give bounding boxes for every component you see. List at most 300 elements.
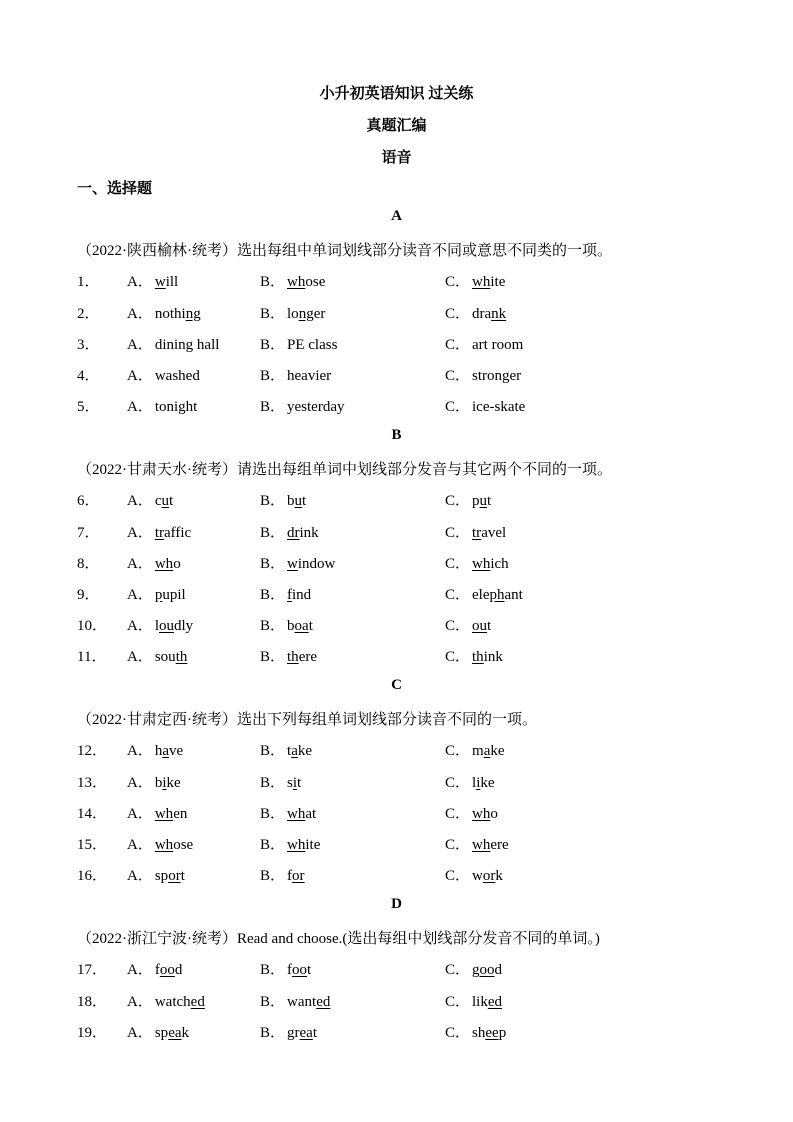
word-part: l — [154, 618, 160, 635]
question-number: 14． — [77, 805, 108, 822]
option-label: A． — [127, 274, 153, 291]
option-word — [287, 368, 331, 384]
word-part: sou — [154, 649, 176, 666]
option-word — [155, 775, 181, 791]
option-label: A． — [127, 868, 153, 885]
option-word — [287, 525, 319, 541]
option-word — [155, 587, 186, 603]
option-label: B． — [260, 837, 286, 853]
option-label: B． — [260, 368, 286, 384]
option-a[interactable] — [127, 1021, 189, 1042]
option-word — [472, 368, 521, 384]
word-part: art room — [472, 336, 524, 353]
option-c[interactable] — [445, 802, 498, 823]
question-row — [77, 833, 717, 855]
underlined-part: ou — [472, 618, 488, 635]
word-part: k — [181, 1024, 190, 1041]
question-number: 8． — [77, 555, 100, 572]
underlined-part: p — [154, 587, 163, 603]
underlined-part: a — [162, 743, 170, 760]
option-b[interactable] — [260, 521, 319, 542]
section-letter: A — [391, 208, 402, 224]
option-word — [287, 649, 317, 665]
option-a[interactable] — [127, 958, 182, 979]
option-a[interactable] — [127, 302, 201, 323]
option-label: A． — [127, 399, 153, 416]
option-label: B． — [260, 399, 286, 416]
option-label: A． — [127, 649, 153, 666]
word-part: watch — [154, 993, 191, 1010]
option-word — [287, 775, 301, 791]
option-word — [472, 837, 509, 853]
word-part: w — [472, 868, 483, 885]
underlined-part: nk — [491, 305, 507, 322]
option-a[interactable] — [127, 583, 186, 604]
option-label: A． — [127, 962, 153, 979]
option-word — [155, 618, 193, 634]
word-part: f — [154, 962, 160, 979]
option-a[interactable] — [127, 489, 173, 510]
underlined-part: wh — [472, 274, 491, 291]
question-number: 16． — [77, 868, 108, 885]
underlined-part: a — [291, 743, 298, 760]
option-label: A． — [127, 993, 153, 1010]
word-part: dly — [174, 618, 194, 635]
option-b[interactable] — [260, 302, 325, 323]
topic-heading: 语音 — [381, 150, 412, 166]
question-number: 9． — [77, 587, 100, 603]
option-label: A． — [127, 493, 153, 510]
option-label: A． — [127, 587, 153, 603]
word-part: ve — [169, 743, 184, 760]
option-word — [287, 493, 306, 509]
option-b[interactable] — [260, 833, 320, 854]
question-number: 1． — [77, 274, 100, 291]
word-part: ke — [166, 774, 181, 791]
option-label: B． — [260, 524, 286, 541]
option-b[interactable] — [260, 364, 331, 385]
underlined-part: or — [482, 868, 496, 885]
option-label: B． — [260, 1024, 286, 1041]
question-number: 10． — [77, 618, 108, 635]
option-b[interactable] — [260, 395, 345, 416]
word-part: sh — [472, 1024, 486, 1041]
option-c[interactable] — [445, 990, 502, 1011]
underlined-part: tr — [472, 524, 482, 541]
option-label: B． — [260, 993, 286, 1010]
underlined-part: i — [476, 774, 481, 791]
option-word — [155, 525, 191, 541]
question-row — [77, 739, 717, 761]
word-part: m — [472, 743, 484, 760]
option-b[interactable] — [260, 739, 312, 760]
option-word — [155, 868, 185, 884]
option-word — [472, 306, 506, 322]
option-word — [287, 587, 311, 603]
underlined-part: ed — [487, 993, 503, 1010]
question-row — [77, 552, 717, 574]
word-part: en — [173, 805, 188, 822]
option-word — [155, 274, 178, 290]
option-word — [287, 743, 312, 759]
option-b[interactable] — [260, 958, 311, 979]
option-c[interactable] — [445, 771, 495, 792]
question-number: 7． — [77, 524, 100, 541]
option-label: B． — [260, 336, 286, 353]
underlined-part: ee — [485, 1024, 499, 1041]
word-part: ele — [472, 587, 490, 603]
option-word — [155, 806, 188, 822]
option-word — [155, 556, 181, 572]
option-a[interactable] — [127, 802, 187, 823]
question-row — [77, 270, 717, 292]
option-label: B． — [260, 743, 286, 760]
section-instruction: （2022·陕西榆林·统考）选出每组中单词划线部分读音不同或意思不同类的一项。 — [77, 243, 612, 260]
underlined-part: or — [168, 868, 181, 885]
option-word — [155, 743, 183, 759]
option-word — [472, 743, 505, 759]
option-label: C． — [445, 649, 471, 666]
section-letter: C — [391, 677, 402, 693]
option-c[interactable] — [445, 1021, 506, 1042]
option-c[interactable] — [445, 958, 502, 979]
option-label: C． — [445, 305, 471, 322]
word-part: t — [312, 1024, 318, 1041]
question-number: 15． — [77, 837, 108, 853]
option-label: C． — [445, 399, 471, 416]
question-number: 6． — [77, 493, 100, 510]
option-word — [287, 274, 325, 290]
underlined-part: ph — [489, 587, 505, 603]
underlined-part: ng — [185, 305, 201, 322]
option-b[interactable] — [260, 645, 317, 666]
word-part: d — [494, 962, 503, 979]
word-part: f — [287, 868, 293, 885]
option-a[interactable] — [127, 552, 181, 573]
option-a[interactable] — [127, 833, 193, 854]
option-label: B． — [260, 493, 286, 510]
option-b[interactable] — [260, 614, 313, 635]
section-instruction: （2022·浙江宁波·统考）Read and choose.(选出每组中划线部分发音不同的单词。) — [77, 931, 600, 948]
underlined-part: ea — [168, 1024, 182, 1041]
question-number: 13． — [77, 774, 108, 791]
option-label: B． — [260, 618, 286, 635]
word-part: heavier — [287, 368, 332, 384]
word-part: lik — [472, 993, 488, 1010]
option-word — [155, 306, 201, 322]
option-c[interactable] — [445, 364, 521, 385]
option-label: C． — [445, 336, 471, 353]
option-a[interactable] — [127, 739, 183, 760]
option-label: C． — [445, 555, 471, 572]
question-row — [77, 489, 717, 511]
word-part: ill — [165, 274, 179, 291]
word-part: sp — [154, 868, 169, 885]
page-subtitle: 真题汇编 — [366, 118, 427, 134]
word-part: PE class — [287, 336, 338, 353]
option-c[interactable] — [445, 645, 503, 666]
word-part: ke — [480, 774, 495, 791]
option-label: A． — [127, 805, 153, 822]
option-label: B． — [260, 649, 286, 666]
word-part: t — [297, 774, 302, 791]
option-word — [472, 806, 498, 822]
underlined-part: th — [472, 649, 484, 666]
option-c[interactable] — [445, 521, 506, 542]
option-b[interactable] — [260, 333, 337, 354]
underlined-part: wh — [472, 555, 491, 572]
underlined-part: u — [479, 493, 488, 510]
option-word — [472, 962, 502, 978]
option-b[interactable] — [260, 802, 316, 823]
option-word — [287, 994, 330, 1010]
underlined-part: ou — [159, 618, 175, 635]
option-word — [155, 493, 173, 509]
word-part: yesterday — [287, 399, 345, 416]
option-c[interactable] — [445, 739, 505, 760]
word-part: stronger — [472, 368, 522, 384]
option-word — [155, 1025, 189, 1041]
option-c[interactable] — [445, 864, 503, 885]
option-label: A． — [127, 336, 153, 353]
option-label: C． — [445, 618, 471, 635]
option-label: B． — [260, 587, 286, 603]
underlined-part: wh — [472, 837, 491, 853]
option-label: C． — [445, 774, 471, 791]
option-label: A． — [127, 1024, 153, 1041]
word-part: ich — [490, 555, 509, 572]
underlined-part: wh — [154, 805, 174, 822]
option-a[interactable] — [127, 270, 178, 291]
underlined-part: oa — [294, 618, 309, 635]
option-label: C． — [445, 368, 471, 384]
option-word — [472, 775, 495, 791]
underlined-part: oo — [479, 962, 495, 979]
option-b[interactable] — [260, 990, 330, 1011]
option-label: A． — [127, 743, 153, 760]
word-part: ink — [299, 524, 319, 541]
option-word — [472, 587, 523, 603]
underlined-part: ed — [316, 993, 331, 1010]
underlined-part: or — [292, 868, 305, 885]
option-word — [287, 399, 344, 415]
word-part: ite — [490, 274, 506, 291]
underlined-part: wh — [472, 805, 491, 822]
question-row — [77, 302, 717, 324]
option-word — [287, 868, 305, 884]
section-letter: D — [391, 896, 402, 912]
word-part: t — [487, 493, 492, 510]
option-label: B． — [260, 868, 286, 885]
option-word — [287, 556, 335, 572]
option-label: B． — [260, 274, 286, 291]
underlined-part: ea — [299, 1024, 313, 1041]
question-number: 12． — [77, 743, 108, 760]
option-b[interactable] — [260, 270, 325, 291]
question-row — [77, 614, 717, 636]
option-word — [472, 1025, 506, 1041]
option-label: C． — [445, 493, 471, 510]
word-part: s — [287, 774, 293, 791]
option-label: C． — [445, 743, 471, 760]
question-row — [77, 1021, 717, 1043]
option-label: C． — [445, 837, 471, 853]
underlined-part: u — [294, 493, 303, 510]
option-c[interactable] — [445, 614, 491, 635]
option-b[interactable] — [260, 583, 311, 604]
word-part: ose — [173, 837, 194, 853]
option-word — [287, 1025, 317, 1041]
option-c[interactable] — [445, 489, 491, 510]
word-part: avel — [481, 524, 507, 541]
question-row — [77, 802, 717, 824]
question-row — [77, 771, 717, 793]
word-part: ind — [292, 587, 312, 603]
word-part: t — [302, 493, 307, 510]
option-word — [155, 962, 183, 978]
word-part: ke — [490, 743, 505, 760]
question-number: 17． — [77, 962, 108, 979]
option-word — [287, 962, 311, 978]
word-part: ink — [483, 649, 503, 666]
option-word — [472, 274, 505, 290]
question-row — [77, 395, 717, 417]
question-row — [77, 521, 717, 543]
option-a[interactable] — [127, 395, 197, 416]
question-number: 3． — [77, 336, 100, 353]
word-part: l — [472, 774, 477, 791]
question-number: 19． — [77, 1024, 108, 1041]
underlined-part: ed — [190, 993, 205, 1010]
option-a[interactable] — [127, 521, 191, 542]
word-part: nothi — [154, 305, 186, 322]
word-part: dra — [472, 305, 492, 322]
word-part: t — [307, 962, 312, 979]
word-part: t — [169, 493, 174, 510]
option-word — [287, 618, 313, 634]
option-word — [155, 368, 200, 384]
option-c[interactable] — [445, 302, 506, 323]
word-part: o — [490, 805, 498, 822]
option-a[interactable] — [127, 645, 187, 666]
question-number: 11． — [77, 649, 107, 666]
word-part: b — [287, 618, 295, 635]
option-c[interactable] — [445, 395, 525, 416]
question-number: 2． — [77, 305, 100, 322]
option-a[interactable] — [127, 864, 185, 885]
word-part: affic — [164, 524, 192, 541]
section-instruction: （2022·甘肃天水·统考）请选出每组单词中划线部分发音与其它两个不同的一项。 — [77, 462, 612, 479]
option-b[interactable] — [260, 864, 305, 885]
option-word — [155, 649, 188, 665]
option-word — [472, 525, 506, 541]
option-b[interactable] — [260, 1021, 317, 1042]
option-a[interactable] — [127, 364, 200, 385]
word-part: b — [287, 493, 295, 510]
option-label: C． — [445, 805, 471, 822]
option-b[interactable] — [260, 489, 306, 510]
underlined-part: w — [154, 274, 166, 291]
underlined-part: oo — [159, 962, 175, 979]
underlined-part: wh — [287, 805, 306, 822]
option-word — [155, 837, 193, 853]
word-part: ke — [297, 743, 313, 760]
underlined-part: wh — [287, 837, 306, 853]
word-part: gr — [287, 1024, 300, 1041]
word-part: ere — [490, 837, 509, 853]
option-label: A． — [127, 618, 153, 635]
underlined-part: f — [287, 587, 293, 603]
section-instruction: （2022·甘肃定西·统考）选出下列每组单词划线部分读音不同的一项。 — [77, 712, 537, 729]
word-part: o — [173, 555, 181, 572]
underlined-part: wh — [154, 837, 174, 853]
underlined-part: w — [287, 555, 298, 572]
option-label: C． — [445, 274, 471, 291]
option-label: C． — [445, 587, 471, 603]
option-c[interactable] — [445, 333, 523, 354]
underlined-part: th — [287, 649, 299, 666]
word-part: f — [287, 962, 293, 979]
option-label: A． — [127, 524, 153, 541]
underlined-part: dr — [287, 524, 300, 541]
option-b[interactable] — [260, 771, 301, 792]
option-a[interactable] — [127, 614, 193, 635]
page-title: 小升初英语知识 过关练 — [319, 86, 474, 102]
word-part: ite — [305, 837, 321, 853]
word-part: dining hall — [154, 336, 220, 353]
word-part: p — [472, 493, 480, 510]
underlined-part: u — [161, 493, 170, 510]
option-b[interactable] — [260, 552, 335, 573]
underlined-part: wh — [154, 555, 174, 572]
option-c[interactable] — [445, 583, 523, 604]
option-label: B． — [260, 962, 286, 979]
option-label: C． — [445, 962, 471, 979]
option-word — [472, 493, 491, 509]
option-a[interactable] — [127, 990, 205, 1011]
underlined-part: th — [175, 649, 188, 666]
question-row — [77, 583, 717, 605]
option-word — [287, 337, 337, 353]
word-part: k — [495, 868, 503, 885]
option-label: B． — [260, 774, 286, 791]
question-number: 4． — [77, 368, 100, 384]
option-word — [287, 837, 320, 853]
option-c[interactable] — [445, 270, 505, 291]
option-c[interactable] — [445, 833, 509, 854]
underlined-part: oo — [292, 962, 308, 979]
option-word — [472, 618, 491, 634]
word-part: er — [313, 305, 326, 322]
word-part: t — [487, 618, 492, 635]
option-c[interactable] — [445, 552, 509, 573]
word-part: washed — [154, 368, 200, 384]
option-label: B． — [260, 305, 286, 322]
question-number: 18． — [77, 993, 108, 1010]
option-word — [472, 994, 502, 1010]
word-part: g — [472, 962, 480, 979]
word-part: t — [287, 743, 292, 760]
option-word — [472, 556, 509, 572]
option-word — [155, 994, 205, 1010]
question-row — [77, 645, 717, 667]
question-row — [77, 333, 717, 355]
option-a[interactable] — [127, 771, 181, 792]
word-part: ant — [504, 587, 523, 603]
option-label: A． — [127, 368, 153, 384]
option-label: A． — [127, 555, 153, 572]
option-a[interactable] — [127, 333, 219, 354]
